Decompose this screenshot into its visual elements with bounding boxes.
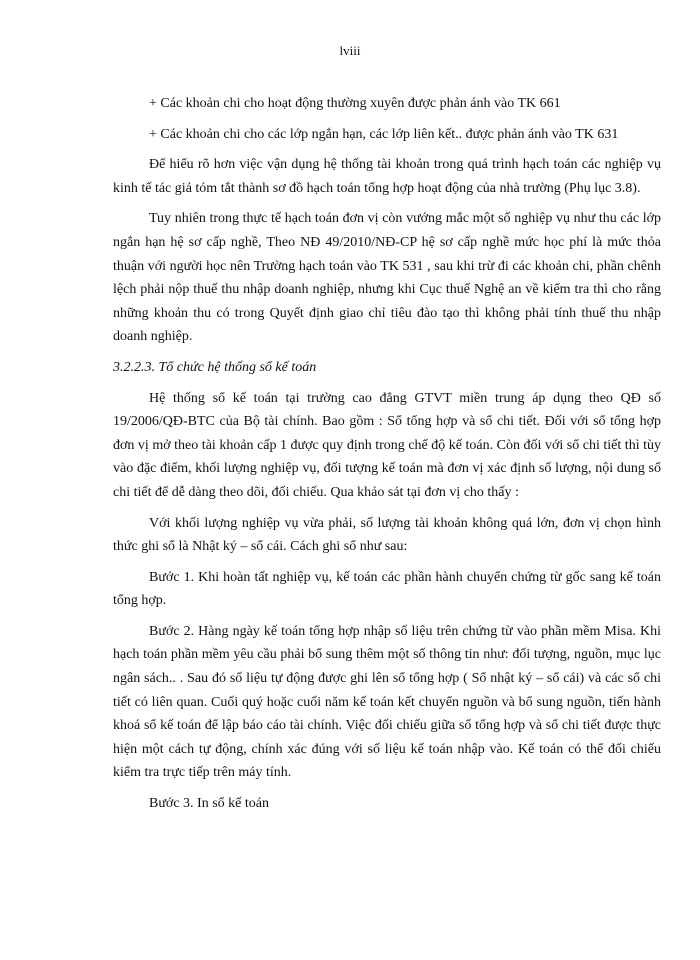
document-body <box>113 92 661 823</box>
paragraph-ledger-form: Với khối lượng nghiệp vụ vừa phải, số lượng tài khoản không quá lớn, đơn vị chọn hình thức ghi sổ là Nhật ký – sổ cái. Cách ghi sổ như sau: <box>113 515 661 555</box>
paragraph-summary-diagram: Để hiểu rõ hơn việc vận dụng hệ thống tài khoản trong quá trình hạch toán các nghiệp vụ kinh tế tác giả tóm tắt thành sơ đồ hạch toán tổng hợp hoạt động của nhà trường (Phụ lục 3.8). <box>113 157 661 196</box>
paragraph-tk631: + Các khoản chi cho các lớp ngắn hạn, các lớp liên kết.. được phản ánh vào TK 631 <box>149 126 619 142</box>
paragraph-accounting-issues: Tuy nhiên trong thực tế hạch toán đơn vị còn vướng mắc một số nghiệp vụ như thu các lớp ngắn hạn hệ sơ cấp nghề, Theo NĐ 49/2010/NĐ-CP hệ sơ cấp nghề mức học phí là mức thỏa thuận với người học nên Trường hạch toán vào TK 531 , sau khi trừ đi các khoản chi, phần chênh lệch phải nộp thuế thu nhập doanh nghiệp, nhưng khi Cục thuế Nghệ an về kiểm tra thì cho rằng những khoản thu có trong Quyết định giao chỉ tiêu đào tạo thì không phải tính thuế thu nhập doanh nghiệp. <box>113 211 661 345</box>
paragraph-ledger-system: Hệ thống sổ kế toán tại trường cao đẳng GTVT miền trung áp dụng theo QĐ số 19/2006/QĐ-BTC của Bộ tài chính. Bao gồm : Sổ tổng hợp và sổ chi tiết. Đối với sổ tổng hợp đơn vị mở theo tài khoản cấp 1 được quy định trong chế độ kế toán. Còn đối với sổ chi tiết thì tùy vào đặc điểm, khối lượng nghiệp vụ, đối tượng kế toán mà đơn vị xác định số lượng, nội dung sổ chi tiết để dễ dàng theo dõi, đối chiếu. Qua khảo sát tại đơn vị cho thấy : <box>113 390 661 500</box>
paragraph-step-1: Bước 1. Khi hoàn tất nghiệp vụ, kế toán các phần hành chuyển chứng từ gốc sang kế toán tổng hợp. <box>113 569 661 609</box>
page-number: lviii <box>339 43 361 58</box>
paragraph-step-3: Bước 3. In sổ kế toán <box>149 796 269 812</box>
section-heading: 3.2.2.3. Tổ chức hệ thống sổ kế toán <box>113 359 317 375</box>
paragraph-step-2: Bước 2. Hàng ngày kế toán tổng hợp nhập số liệu trên chứng từ vào phần mềm Misa. Khi hạch toán phần mềm yêu cầu phải bổ sung thêm một số thông tin như: đối tượng, nguồn, mục lục ngân sách.. . Sau đó số liệu tự động được ghi lên sổ tổng hợp ( Sổ nhật ký – sổ cái) và các sổ chi tiết có liên quan. Cuối quý hoặc cuối năm kế toán kết chuyển nguồn và bổ sung nguồn, tiến hành khoá sổ kế toán để lập báo cáo tài chính. Việc đối chiếu giữa sổ tổng hợp và sổ chi tiết được thực hiện một cách tự động, chính xác đúng với số liệu kế toán nhập vào. Kế toán có thể đối chiếu kiểm tra trực tiếp trên máy tính. <box>113 623 661 781</box>
paragraph-tk661: + Các khoản chi cho hoạt động thường xuyên được phản ánh vào TK 661 <box>149 96 561 111</box>
